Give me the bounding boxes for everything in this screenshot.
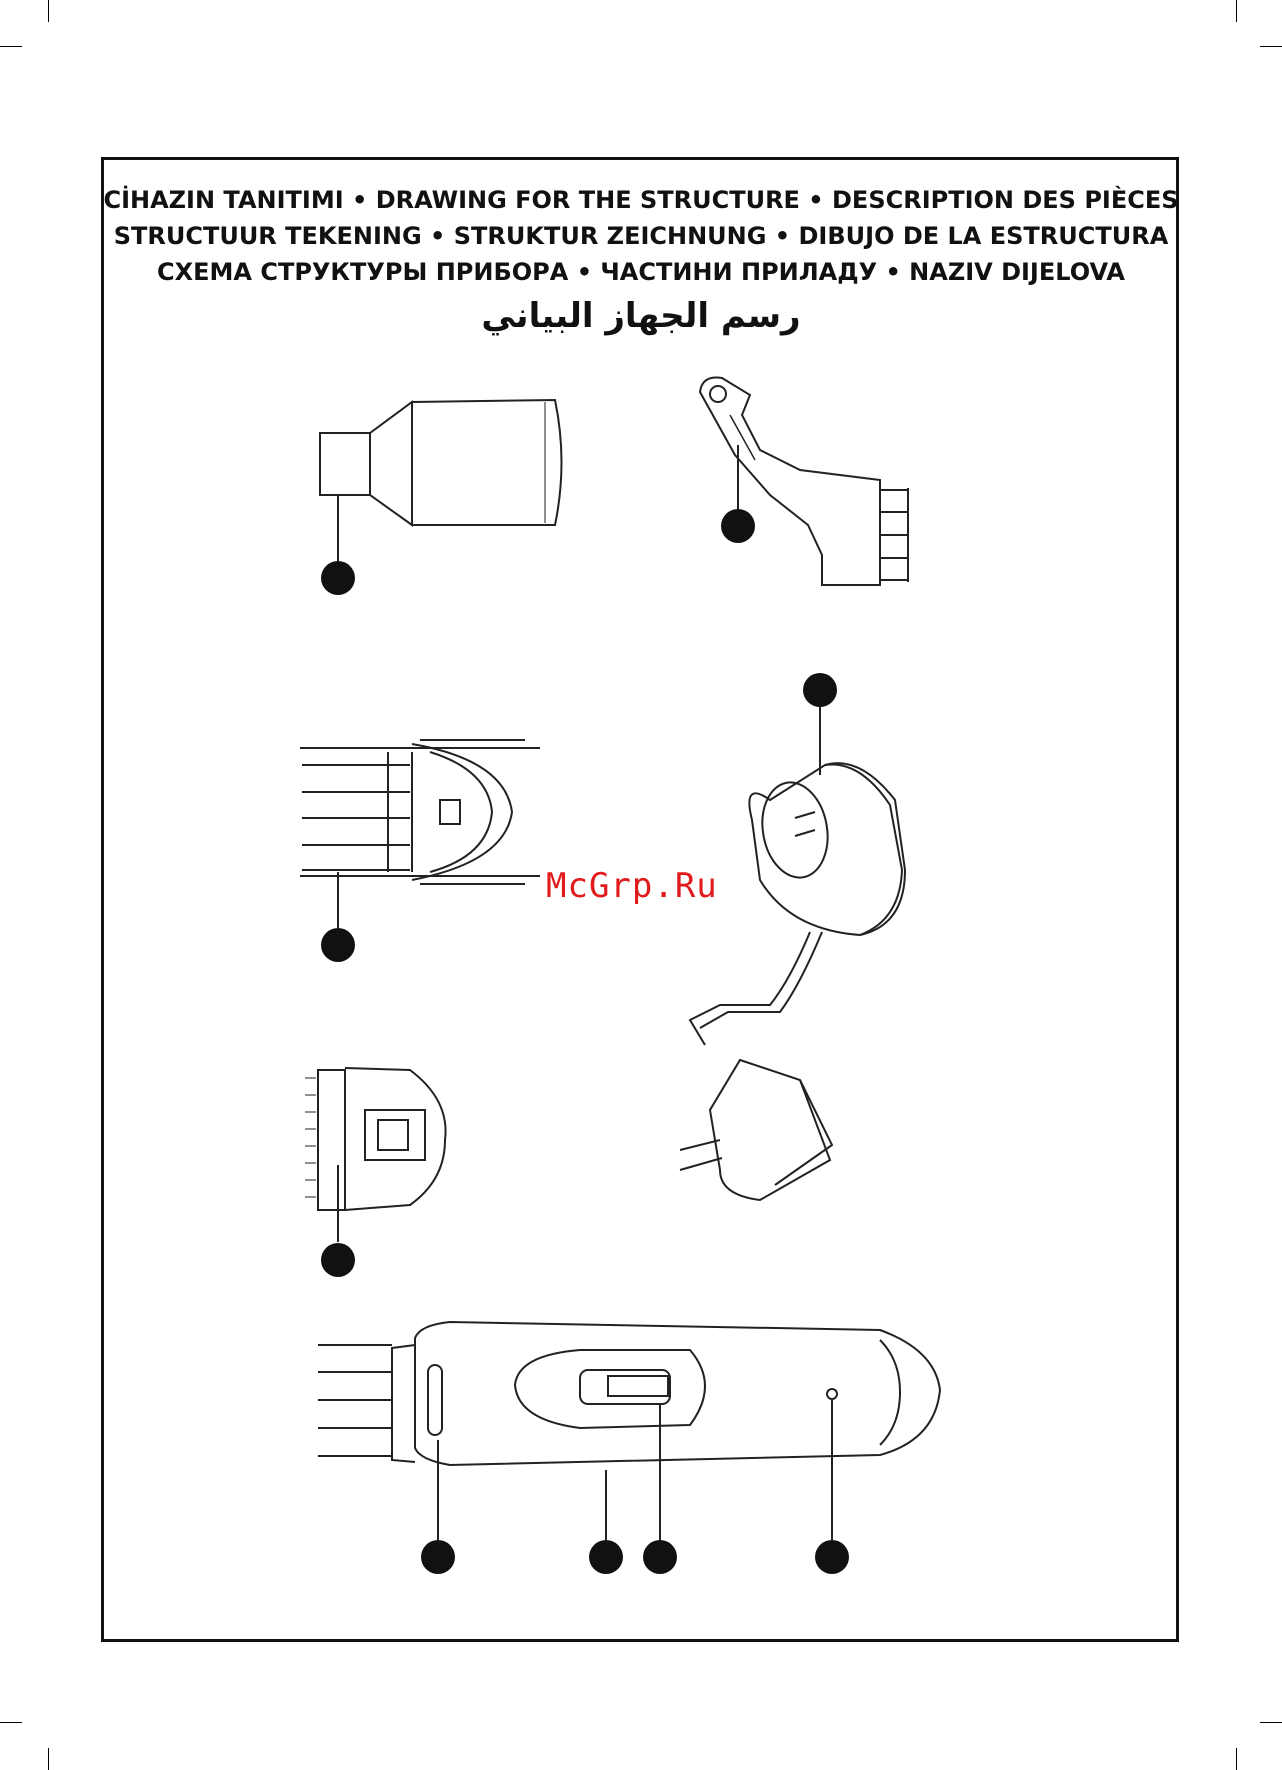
heading-arabic: رسم الجهاز البياني (481, 296, 801, 336)
heading-line-3: СХЕМА СТРУКТУРЫ ПРИБОРА • ЧАСТИНИ ПРИЛАДУ • NAZIV DIJELOVA (157, 258, 1125, 286)
nose-trimmer-attachment (320, 400, 562, 565)
heading-line-2: STRUCTUUR TEKENING • STRUKTUR ZEICHNUNG • DIBUJO DE LA ESTRUCTURA (113, 222, 1169, 250)
watermark: McGrp.Ru (546, 866, 718, 906)
callout-marker (721, 509, 755, 543)
heading-line-1: CİHAZIN TANITIMI • DRAWING FOR THE STRUCTURE • DESCRIPTION DES PIÈCES (103, 186, 1179, 214)
callout-marker (815, 1540, 849, 1574)
callout-marker (589, 1540, 623, 1574)
callout-marker (643, 1540, 677, 1574)
hair-clipper-body (318, 1322, 940, 1540)
callout-marker (803, 673, 837, 707)
adjustable-comb (300, 740, 540, 928)
callout-marker (321, 928, 355, 962)
callout-markers (321, 509, 849, 1574)
adapter-with-plug (680, 705, 905, 1200)
callout-marker (421, 1540, 455, 1574)
cleaning-brush (700, 378, 908, 585)
callout-marker (321, 1243, 355, 1277)
callout-marker (321, 561, 355, 595)
blade-head (305, 1068, 446, 1242)
